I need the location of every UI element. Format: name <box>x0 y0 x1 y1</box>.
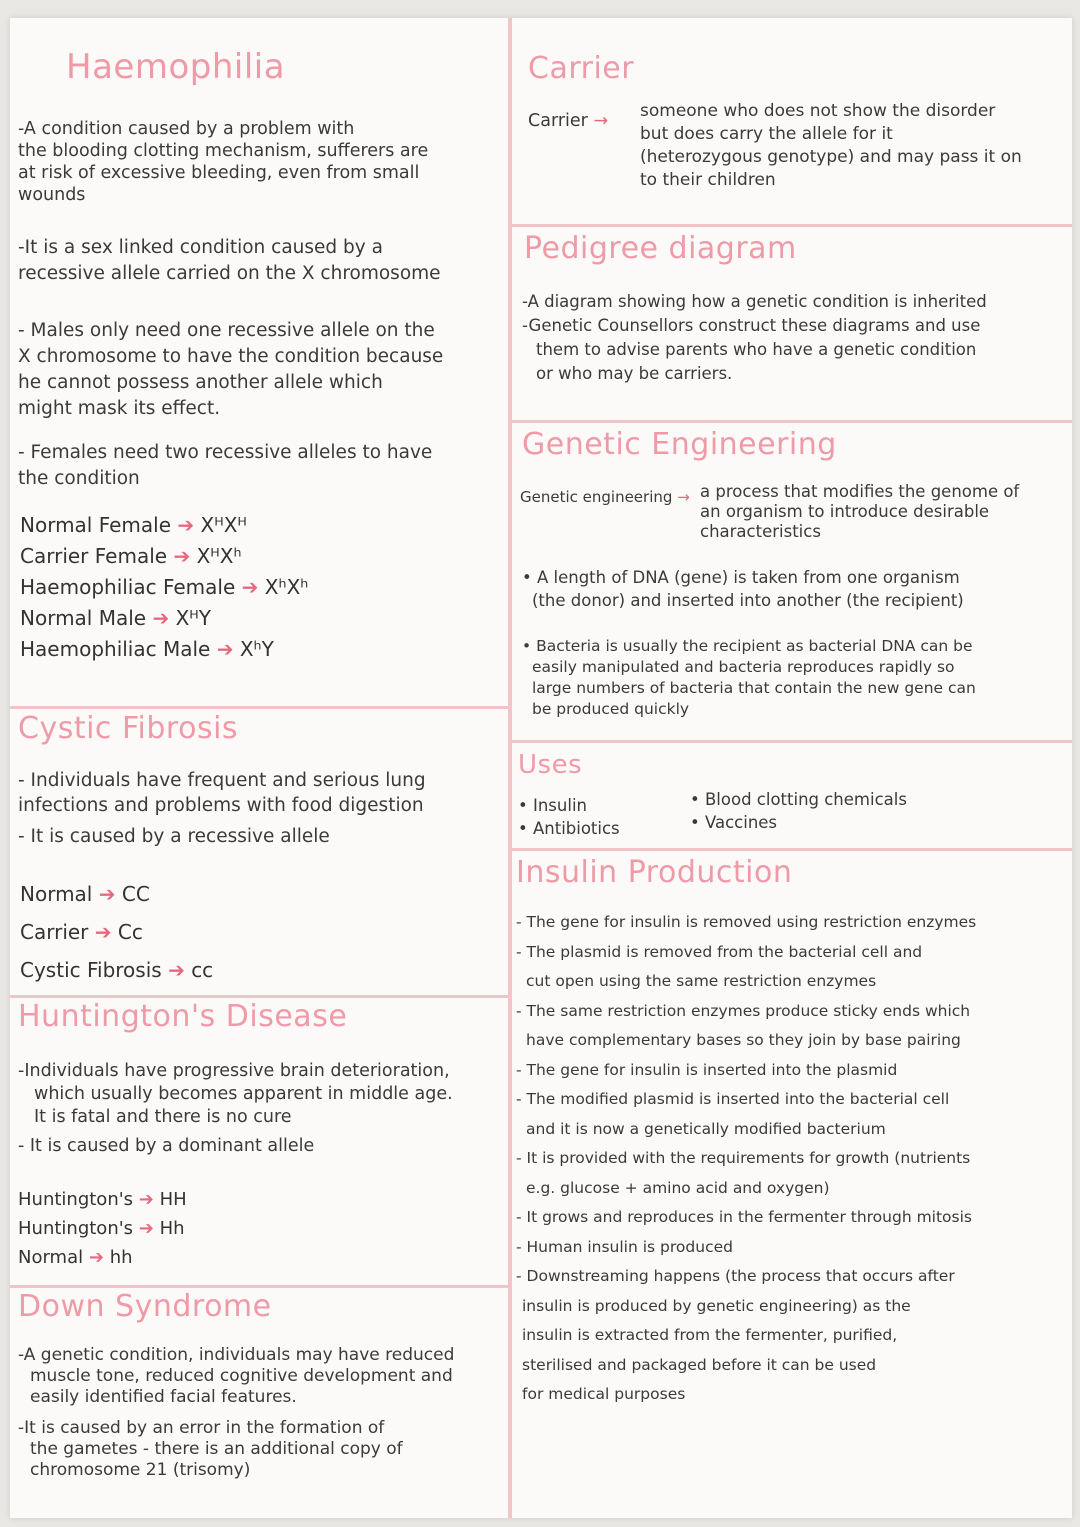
list-item: • Insulin <box>518 796 587 815</box>
text-line: someone who does not show the disorder <box>640 101 996 121</box>
text-line: easily identified facial features. <box>30 1387 297 1407</box>
arrow-icon: ➔ <box>168 958 185 982</box>
text-line: -It is caused by an error in the formation of <box>18 1418 385 1438</box>
pedigree-title: Pedigree diagram <box>524 231 797 266</box>
text-line: - It is caused by a dominant allele <box>18 1136 315 1156</box>
text-line: at risk of excessive bleeding, even from small <box>18 163 420 183</box>
genotype-row <box>18 1243 187 1272</box>
arrow-icon: ➔ <box>173 544 191 568</box>
genotype-row <box>20 510 308 541</box>
genotype-value: cc <box>191 958 214 982</box>
haemophilia-title: Haemophilia <box>66 47 286 87</box>
arrow-icon: ➔ <box>177 513 195 537</box>
text-line: • Bacteria is usually the recipient as bacterial DNA can be <box>522 637 973 655</box>
down-syndrome-notes <box>18 1345 454 1481</box>
haemophilia-sex-linked <box>18 235 441 287</box>
step-line: - The gene for insulin is inserted into the plasmid <box>516 1060 898 1079</box>
genotype-label: Cystic Fibrosis <box>20 958 162 982</box>
list-item: • Antibiotics <box>518 819 620 838</box>
section-rule <box>10 706 508 709</box>
arrow-icon: ➔ <box>94 920 112 944</box>
genotype-row <box>20 634 308 665</box>
text-line: • A length of DNA (gene) is taken from one organism <box>522 568 960 587</box>
genotype-value: Hh <box>159 1218 185 1239</box>
text-line: which usually becomes apparent in middle age. <box>34 1084 453 1104</box>
genotype-row <box>18 1214 187 1243</box>
text-line: chromosome 21 (trisomy) <box>30 1460 251 1480</box>
genotype-row <box>20 875 213 913</box>
text-line: -A diagram showing how a genetic condition is inherited <box>522 292 987 311</box>
haemophilia-genotypes <box>20 510 308 665</box>
haemophilia-females <box>18 440 432 492</box>
genotype-value: XᴴY <box>175 606 211 630</box>
text-line: muscle tone, reduced cognitive development and <box>30 1366 453 1386</box>
cystic-fibrosis-section <box>18 712 238 746</box>
text-line: X chromosome to have the condition because <box>18 346 444 367</box>
text-line: recessive allele carried on the X chromosome <box>18 263 441 284</box>
text-line: an organism to introduce desirable <box>700 502 990 521</box>
step-line: - The modified plasmid is inserted into the bacterial cell <box>516 1090 950 1108</box>
text-line: them to advise parents who have a genetic condition <box>536 340 977 359</box>
step-line: - The plasmid is removed from the bacterial cell and <box>516 942 923 961</box>
genotype-label: Carrier Female <box>20 544 168 568</box>
step-line: and it is now a genetically modified bacterium <box>526 1119 886 1138</box>
text-line: - Individuals have frequent and serious lung <box>18 770 426 791</box>
section-rule <box>10 1285 508 1288</box>
section-rule <box>512 848 1072 851</box>
step-line: sterilised and packaged before it can be used <box>522 1355 877 1374</box>
text-line: be produced quickly <box>532 700 690 718</box>
text-line: or who may be carriers. <box>536 364 733 383</box>
step-line: insulin is produced by genetic engineering) as the <box>522 1296 911 1315</box>
huntington-title: Huntington's Disease <box>18 999 348 1034</box>
genotype-row <box>20 603 308 634</box>
genetic-engineering-section <box>522 428 837 462</box>
uses-section <box>518 748 582 782</box>
genotype-value: XʰXʰ <box>264 575 309 599</box>
insulin-production-title: Insulin Production <box>516 855 793 890</box>
genotype-label: Normal <box>18 1247 84 1268</box>
carrier-section <box>528 52 634 86</box>
arrow-icon: ➔ <box>241 575 259 599</box>
text-line: might mask its effect. <box>18 398 221 419</box>
genotype-row <box>20 572 308 603</box>
section-rule <box>512 740 1072 743</box>
genotype-value: CC <box>121 882 150 906</box>
down-syndrome-title: Down Syndrome <box>18 1289 272 1324</box>
pedigree-section <box>524 232 797 266</box>
huntington-notes <box>18 1060 453 1158</box>
text-line: -A genetic condition, individuals may have reduced <box>18 1345 455 1365</box>
text-line: -A condition caused by a problem with <box>18 119 355 139</box>
genotype-row <box>20 913 213 951</box>
text-line: -Genetic Counsellors construct these diagrams and use <box>522 316 981 335</box>
text-line: but does carry the allele for it <box>640 124 893 144</box>
insulin-production-steps <box>516 908 976 1410</box>
text-line: It is fatal and there is no cure <box>34 1107 292 1127</box>
text-line: -It is a sex linked condition caused by a <box>18 237 383 258</box>
genotype-value: Cc <box>117 920 143 944</box>
genotype-row <box>18 1185 187 1214</box>
carrier-term-label: Carrier <box>528 111 588 131</box>
cystic-fibrosis-genotypes <box>20 875 213 989</box>
genotype-label: Haemophiliac Female <box>20 575 236 599</box>
genetic-engineering-definition <box>700 482 1019 542</box>
genotype-value: XʰY <box>239 637 274 661</box>
uses-title: Uses <box>518 750 583 780</box>
section-rule <box>512 224 1072 227</box>
list-item: • Blood clotting chemicals <box>690 790 907 809</box>
genotype-label: Normal Male <box>20 606 147 630</box>
arrow-icon: ➔ <box>216 637 234 661</box>
text-line: the gametes - there is an additional copy of <box>30 1439 403 1459</box>
text-line: - It is caused by a recessive allele <box>18 826 330 847</box>
text-line: - Males only need one recessive allele on the <box>18 320 435 341</box>
text-line: to their children <box>640 170 776 190</box>
down-syndrome-section <box>18 1290 272 1324</box>
step-line: - The same restriction enzymes produce sticky ends which <box>516 1001 971 1020</box>
genotype-label: Haemophiliac Male <box>20 637 211 661</box>
step-line: - The gene for insulin is removed using restriction enzymes <box>516 913 977 931</box>
genotype-value: XᴴXᴴ <box>200 513 247 537</box>
genotype-value: hh <box>109 1247 133 1268</box>
haemophilia-males <box>18 318 443 422</box>
text-line: - Females need two recessive alleles to have <box>18 442 433 463</box>
section-rule <box>10 995 508 998</box>
haemophilia-definition <box>18 118 428 206</box>
uses-left-list <box>518 794 620 840</box>
arrow-icon: ➔ <box>138 1218 154 1239</box>
genetic-engineering-donor <box>522 566 964 612</box>
text-line: wounds <box>18 185 86 205</box>
text-line: the blooding clotting mechanism, sufferers are <box>18 141 429 161</box>
text-line: (the donor) and inserted into another (the recipient) <box>532 591 964 610</box>
genotype-row <box>20 951 213 989</box>
step-line: - It is provided with the requirements for growth (nutrients <box>516 1149 971 1167</box>
text-line: infections and problems with food digestion <box>18 795 424 816</box>
uses-right-list <box>690 788 907 834</box>
text-line: large numbers of bacteria that contain the new gene can <box>532 679 976 697</box>
genotype-label: Normal Female <box>20 513 172 537</box>
step-line: - It grows and reproduces in the fermenter through mitosis <box>516 1208 973 1226</box>
carrier-title: Carrier <box>528 51 635 86</box>
list-item: • Vaccines <box>690 813 778 832</box>
step-line: - Human insulin is produced <box>516 1237 733 1256</box>
arrow-icon: → <box>593 111 609 131</box>
genotype-row <box>20 541 308 572</box>
step-line: for medical purposes <box>522 1385 686 1403</box>
text-line: easily manipulated and bacteria reproduces rapidly so <box>532 658 955 676</box>
genotype-label: Huntington's <box>18 1189 134 1210</box>
genotype-value: HH <box>159 1189 187 1210</box>
genotype-value: XᴴXʰ <box>196 544 242 568</box>
text-line: he cannot possess another allele which <box>18 372 383 393</box>
haemophilia-section <box>20 47 286 87</box>
arrow-icon: → <box>677 488 690 506</box>
text-line: (heterozygous genotype) and may pass it on <box>640 147 1022 167</box>
arrow-icon: ➔ <box>152 606 170 630</box>
genotype-label: Carrier <box>20 920 89 944</box>
carrier-definition <box>640 100 1022 192</box>
arrow-icon: ➔ <box>98 882 116 906</box>
text-line: the condition <box>18 468 140 489</box>
section-rule <box>512 420 1072 423</box>
step-line: e.g. glucose + amino acid and oxygen) <box>526 1178 830 1197</box>
pedigree-notes <box>522 290 987 386</box>
step-line: insulin is extracted from the fermenter, purified, <box>522 1326 898 1344</box>
arrow-icon: ➔ <box>138 1189 154 1210</box>
text-line: -Individuals have progressive brain deterioration, <box>18 1061 450 1081</box>
insulin-production-section <box>516 856 792 890</box>
genotype-label: Huntington's <box>18 1218 134 1239</box>
genetic-engineering-term-label: Genetic engineering <box>520 488 673 506</box>
genetic-engineering-title: Genetic Engineering <box>522 427 837 462</box>
text-line: characteristics <box>700 522 821 541</box>
step-line: - Downstreaming happens (the process that occurs after <box>516 1267 955 1285</box>
cystic-fibrosis-notes <box>18 768 426 849</box>
genotype-label: Normal <box>20 882 93 906</box>
column-divider <box>508 18 512 1518</box>
huntington-section <box>18 1000 347 1034</box>
arrow-icon: ➔ <box>88 1247 104 1268</box>
carrier-term <box>528 110 608 132</box>
step-line: have complementary bases so they join by base pairing <box>526 1031 961 1049</box>
huntington-genotypes <box>18 1185 187 1272</box>
text-line: a process that modifies the genome of <box>700 482 1020 501</box>
step-line: cut open using the same restriction enzymes <box>526 972 877 990</box>
genetic-engineering-bacteria <box>522 636 976 720</box>
genetic-engineering-term <box>520 486 690 508</box>
cystic-fibrosis-title: Cystic Fibrosis <box>18 711 239 746</box>
